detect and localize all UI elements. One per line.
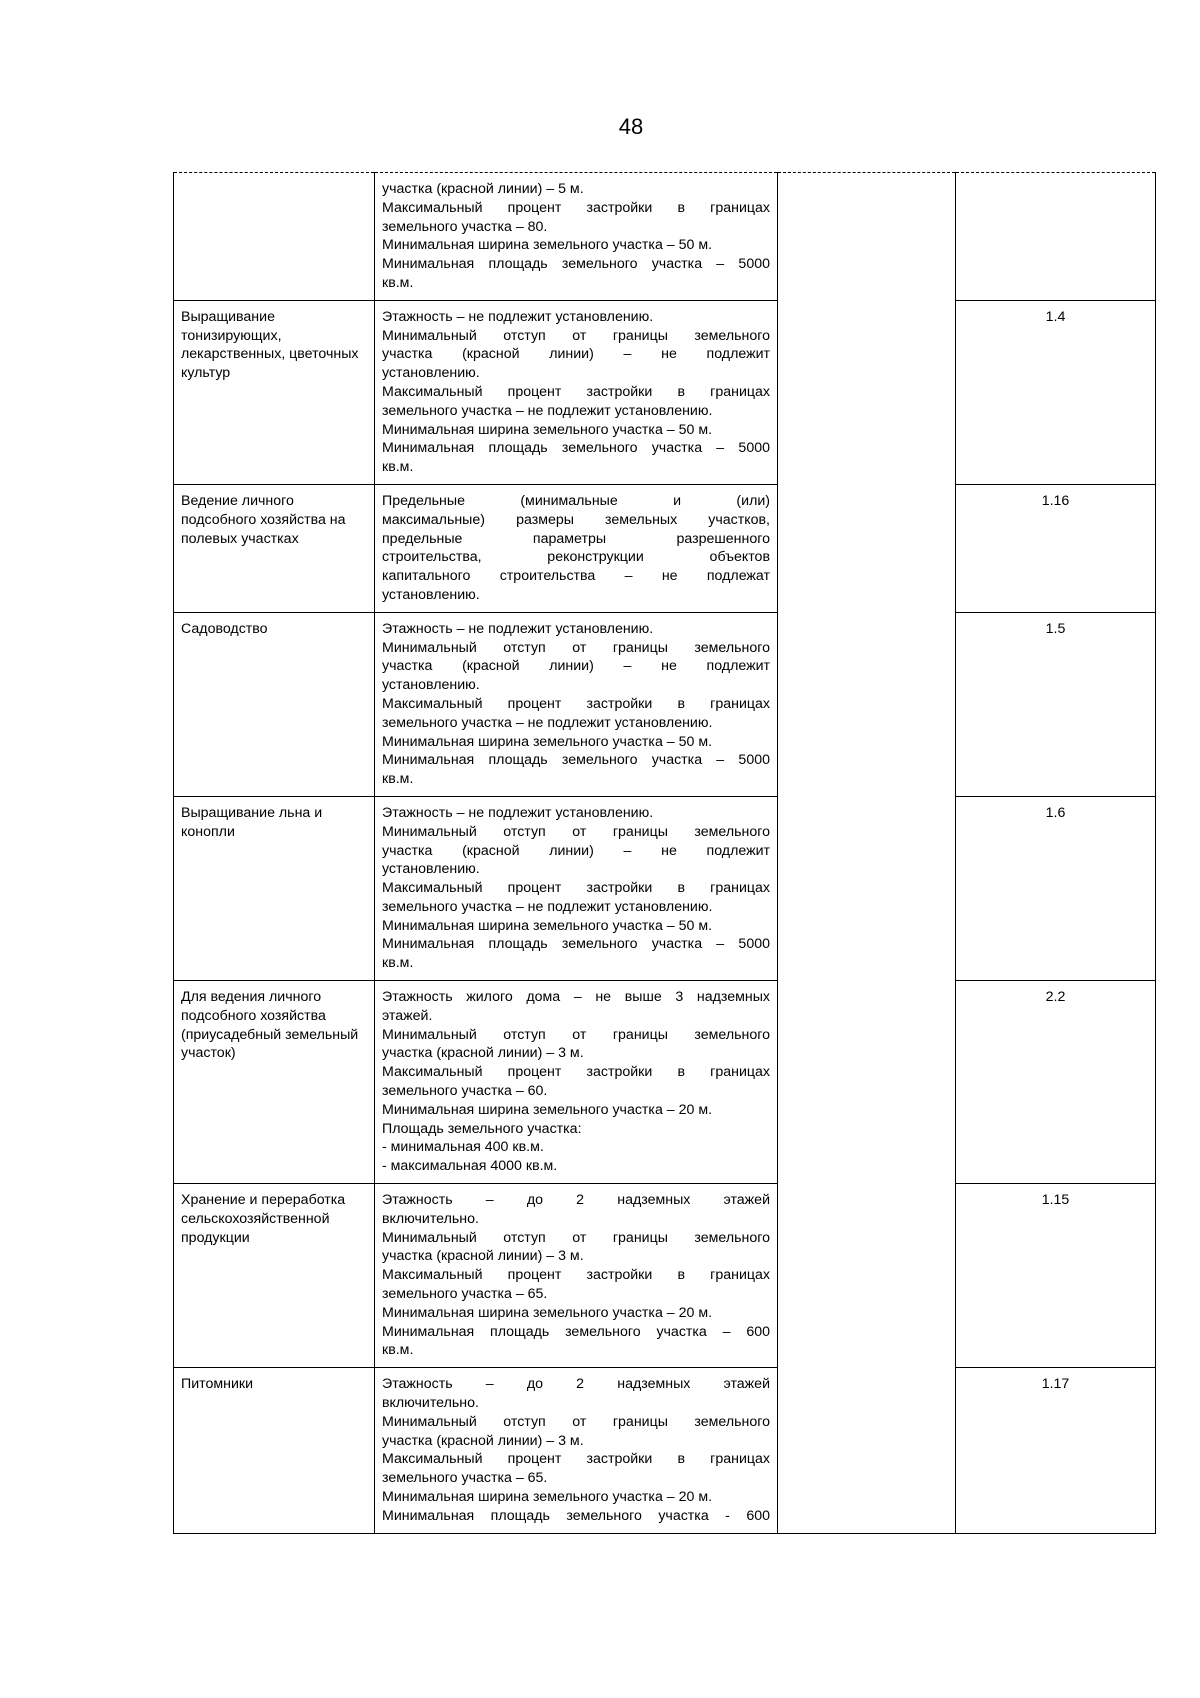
parameter-line: участка (красной линии) – не подлежит <box>382 346 770 363</box>
classifier-code-cell: 1.16 <box>956 484 1156 612</box>
table-row <box>174 1368 1156 1533</box>
classifier-code-cell: 1.17 <box>956 1368 1156 1533</box>
parameter-line: Площадь земельного участка: <box>382 1120 582 1137</box>
parameter-line: участка (красной линии) – 3 м. <box>382 1432 584 1449</box>
land-use-type-cell: Хранение и переработка сельскохозяйственной продукции <box>174 1184 375 1368</box>
parameter-line: Максимальный процент застройки в границах <box>382 1267 770 1284</box>
restrictions-cell <box>778 300 956 484</box>
parameter-line: Этажность – не подлежит установлению. <box>382 620 654 637</box>
land-use-type-cell <box>174 173 375 301</box>
table-row <box>174 981 1156 1184</box>
restrictions-cell <box>778 612 956 796</box>
parameter-line: строительства, реконструкции объектов <box>382 549 770 566</box>
parameter-line: максимальные) размеры земельных участков, <box>382 511 770 528</box>
parameter-line: земельного участка – 65. <box>382 1470 548 1487</box>
parameter-line: участка (красной линии) – 5 м. <box>382 181 584 197</box>
parameter-line: кв.м. <box>382 955 414 972</box>
parameter-line: включительно. <box>382 1210 479 1227</box>
parameter-line: установлению. <box>382 365 480 382</box>
parameter-line: Минимальная площадь земельного участка – 5000 <box>382 752 770 769</box>
restrictions-cell <box>778 981 956 1184</box>
parameter-line: земельного участка – 65. <box>382 1286 548 1303</box>
parameter-line: Минимальный отступ от границы земельного <box>382 1026 770 1043</box>
parameters-cell <box>375 300 778 484</box>
parameters-cell <box>375 484 778 612</box>
parameter-line: Минимальная ширина земельного участка – 50 м. <box>382 733 713 750</box>
land-use-type-cell: Ведение личного подсобного хозяйства на полевых участках <box>174 484 375 612</box>
parameter-line: Максимальный процент застройки в границах <box>382 880 770 897</box>
parameter-line: Этажность – не подлежит установлению. <box>382 308 654 325</box>
classifier-code-cell: 2.2 <box>956 981 1156 1184</box>
land-use-type-cell: Для ведения личного подсобного хозяйства (приусадебный земельный участок) <box>174 981 375 1184</box>
parameters-cell <box>375 612 778 796</box>
restrictions-cell <box>778 1368 956 1533</box>
parameter-line: Минимальная ширина земельного участка – 50 м. <box>382 917 713 934</box>
parameters-cell <box>375 981 778 1184</box>
classifier-code-cell: 1.6 <box>956 796 1156 980</box>
parameter-line: Максимальный процент застройки в границах <box>382 383 770 400</box>
table-row <box>174 173 1156 301</box>
parameter-line: установлению. <box>382 586 480 603</box>
parameter-line: Этажность жилого дома – не выше 3 надземных <box>382 989 770 1006</box>
table-body <box>174 173 1156 1534</box>
restrictions-cell <box>778 1184 956 1368</box>
parameter-line: участка (красной линии) – 3 м. <box>382 1045 584 1062</box>
parameter-line: земельного участка – не подлежит установлению. <box>382 714 713 731</box>
table-row <box>174 1184 1156 1368</box>
land-use-type-cell: Садоводство <box>174 612 375 796</box>
classifier-code-cell: 1.5 <box>956 612 1156 796</box>
restrictions-cell <box>778 796 956 980</box>
land-use-regulations-table <box>173 172 1156 1534</box>
parameter-line: участка (красной линии) – не подлежит <box>382 842 770 859</box>
parameter-line: кв.м. <box>382 459 414 476</box>
parameters-cell <box>375 1368 778 1533</box>
classifier-code-cell <box>956 173 1156 301</box>
parameter-line: кв.м. <box>382 274 414 291</box>
parameter-line: Минимальная площадь земельного участка – 5000 <box>382 256 770 273</box>
land-use-type-cell: Питомники <box>174 1368 375 1533</box>
page-number: 48 <box>618 114 644 139</box>
parameters-cell <box>375 796 778 980</box>
parameter-line: Минимальная ширина земельного участка – 20 м. <box>382 1101 713 1118</box>
parameter-line: Минимальная площадь земельного участка – 600 <box>382 1323 770 1340</box>
parameter-line: участка (красной линии) – не подлежит <box>382 658 770 675</box>
parameter-line: Минимальная ширина земельного участка – 50 м. <box>382 421 713 438</box>
parameter-line: Минимальный отступ от границы земельного <box>382 1229 770 1246</box>
parameters-cell <box>375 173 778 301</box>
parameter-line: участка (красной линии) – 3 м. <box>382 1248 584 1265</box>
parameter-line: капитального строительства – не подлежат <box>382 568 770 585</box>
parameter-line: Минимальный отступ от границы земельного <box>382 639 770 656</box>
parameter-line: - минимальная 400 кв.м. <box>382 1139 544 1156</box>
table-row <box>174 484 1156 612</box>
parameter-line: Минимальный отступ от границы земельного <box>382 327 770 344</box>
parameter-line: Максимальный процент застройки в границах <box>382 695 770 712</box>
parameter-line: Максимальный процент застройки в границах <box>382 1451 770 1468</box>
restrictions-cell <box>778 173 956 301</box>
parameter-line: Минимальная ширина земельного участка – 20 м. <box>382 1489 713 1505</box>
parameter-line: Минимальная площадь земельного участка – 5000 <box>382 936 770 953</box>
parameter-line: Максимальный процент застройки в границах <box>382 1064 770 1081</box>
table-row <box>174 300 1156 484</box>
parameter-line: земельного участка – не подлежит установлению. <box>382 898 713 915</box>
classifier-code-cell: 1.15 <box>956 1184 1156 1368</box>
land-use-type-cell: Выращивание тонизирующих, лекарственных, цветочных культур <box>174 300 375 484</box>
parameter-line: земельного участка – 80. <box>382 218 548 235</box>
parameter-line: земельного участка – не подлежит установлению. <box>382 402 713 419</box>
parameter-line: - максимальная 4000 кв.м. <box>382 1158 558 1175</box>
restrictions-cell <box>778 484 956 612</box>
table-row <box>174 796 1156 980</box>
land-use-type-cell: Выращивание льна и конопли <box>174 796 375 980</box>
classifier-code-cell: 1.4 <box>956 300 1156 484</box>
parameter-line: Предельные (минимальные и (или) <box>382 492 770 509</box>
parameter-line: Минимальный отступ от границы земельного <box>382 823 770 840</box>
parameter-line: Минимальная ширина земельного участка – 50 м. <box>382 237 713 254</box>
parameter-line: кв.м. <box>382 771 414 788</box>
parameter-line: Этажность – не подлежит установлению. <box>382 804 654 821</box>
parameter-line: земельного участка – 60. <box>382 1083 548 1100</box>
parameter-line: Минимальная площадь земельного участка – 5000 <box>382 440 770 457</box>
parameter-line: Этажность – до 2 надземных этажей <box>382 1192 770 1209</box>
parameter-line: Минимальный отступ от границы земельного <box>382 1413 770 1430</box>
parameter-line: Минимальная площадь земельного участка - 600 <box>382 1507 770 1524</box>
parameter-line: установлению. <box>382 861 480 878</box>
parameter-line: Минимальная ширина земельного участка – 20 м. <box>382 1304 713 1321</box>
parameter-line: установлению. <box>382 677 480 694</box>
parameter-line: кв.м. <box>382 1342 414 1359</box>
parameter-line: Максимальный процент застройки в границах <box>382 199 770 216</box>
parameter-line: предельные параметры разрешенного <box>382 530 770 547</box>
parameters-cell <box>375 1184 778 1368</box>
parameter-line: Этажность – до 2 надземных этажей <box>382 1376 770 1393</box>
parameter-line: этажей. <box>382 1007 433 1024</box>
table-row <box>174 612 1156 796</box>
parameter-line: включительно. <box>382 1395 479 1412</box>
